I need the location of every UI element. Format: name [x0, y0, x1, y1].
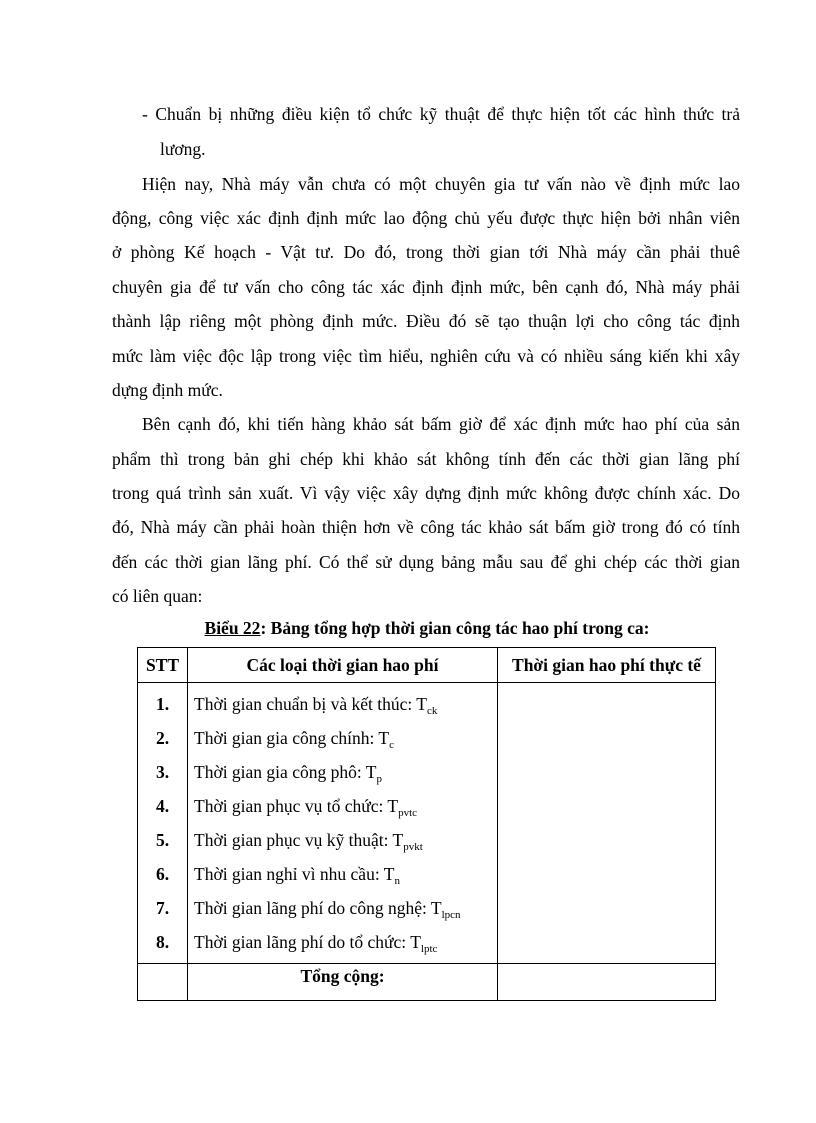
- bullet-line: - Chuẩn bị những điều kiện tổ chức kỹ thuật để thực hiện tốt các hình thức trả: [142, 104, 740, 124]
- table-row: [138, 891, 716, 925]
- paragraph-line: dựng định mức.: [112, 380, 223, 400]
- paragraph-line: động, công việc xác định định mức lao động chủ yếu được thực hiện bởi nhân viên: [112, 208, 740, 228]
- row-name: Thời gian lãng phí do công nghệ: $T_{lpcn}$: [188, 891, 498, 925]
- total-value-cell: [498, 964, 716, 1001]
- paragraph-line: mức làm việc độc lập trong việc tìm hiểu, nghiên cứu và có nhiều sáng kiến khi xây: [112, 346, 740, 366]
- paragraph-line: đó, Nhà máy cần phải hoàn thiện hơn về công tác khảo sát bấm giờ trong đó có tính: [112, 517, 740, 537]
- row-stt: 2.: [138, 721, 188, 755]
- row-value: [498, 823, 716, 857]
- table-caption: [138, 617, 716, 639]
- row-name: Thời gian nghỉ vì nhu cầu: $T_n$: [188, 857, 498, 891]
- paragraph-line: đến các thời gian lãng phí. Có thể sử dụng bảng mẫu sau để ghi chép các thời gian: [112, 552, 740, 572]
- paragraph-line: thành lập riêng một phòng định mức. Điều đó sẽ tạo thuận lợi cho công tác định: [112, 311, 740, 331]
- paragraph-line: Hiện nay, Nhà máy vẫn chưa có một chuyên gia tư vấn nào về định mức lao: [142, 174, 740, 194]
- paragraph-line: có liên quan:: [112, 586, 203, 606]
- bullet-line: lương.: [160, 139, 206, 159]
- table-total-row: [138, 964, 716, 1001]
- caption-label: Biểu 22: [204, 618, 261, 638]
- paragraph-line: ở phòng Kế hoạch - Vật tư. Do đó, trong thời gian tới Nhà máy cần phải thuê: [112, 242, 740, 262]
- row-stt: 4.: [138, 789, 188, 823]
- row-value: [498, 857, 716, 891]
- table-row: [138, 789, 716, 823]
- row-name: Thời gian lãng phí do tổ chức: $T_{lptc}$: [188, 925, 498, 964]
- table-row: [138, 683, 716, 722]
- total-label: Tổng cộng:: [188, 964, 498, 1001]
- table-header-row: [138, 648, 716, 683]
- paragraph-line: Bên cạnh đó, khi tiến hàng khảo sát bấm giờ để xác định mức hao phí của sản: [142, 414, 740, 434]
- paragraph-line: phẩm thì trong bản ghi chép khi khảo sát không tính đến các thời gian lãng phí: [112, 449, 740, 469]
- row-stt: 6.: [138, 857, 188, 891]
- row-value: [498, 755, 716, 789]
- header-stt: STT: [138, 648, 188, 683]
- caption-title: : Bảng tổng hợp thời gian công tác hao phí trong ca:: [260, 618, 650, 638]
- row-name: Thời gian phục vụ tổ chức: $T_{pvtc}$: [188, 789, 498, 823]
- row-value: [498, 891, 716, 925]
- table-row: [138, 925, 716, 964]
- row-stt: 5.: [138, 823, 188, 857]
- header-type: Các loại thời gian hao phí: [188, 648, 498, 683]
- row-name: Thời gian gia công chính: $T_c$: [188, 721, 498, 755]
- paragraph-line: chuyên gia để tư vấn cho công tác xác định định mức, bên cạnh đó, Nhà máy phải: [112, 277, 740, 297]
- table-row: [138, 721, 716, 755]
- row-stt: 7.: [138, 891, 188, 925]
- row-value: [498, 683, 716, 722]
- row-name: Thời gian phục vụ kỹ thuật: $T_{pvkt}$: [188, 823, 498, 857]
- total-stt-cell: [138, 964, 188, 1001]
- row-stt: 3.: [138, 755, 188, 789]
- row-value: [498, 925, 716, 964]
- row-name: Thời gian gia công phô: $T_p$: [188, 755, 498, 789]
- paragraph-line: trong quá trình sản xuất. Vì vậy việc xây dựng định mức không được chính xác. Do: [112, 483, 740, 503]
- row-stt: 1.: [138, 683, 188, 722]
- table-row: [138, 823, 716, 857]
- table-row: [138, 857, 716, 891]
- time-waste-table: [137, 647, 716, 1001]
- row-stt: 8.: [138, 925, 188, 964]
- header-actual: Thời gian hao phí thực tế: [498, 648, 716, 683]
- table-row: [138, 755, 716, 789]
- row-value: [498, 721, 716, 755]
- row-name: Thời gian chuẩn bị và kết thúc: $T_{ck}$: [188, 683, 498, 722]
- row-value: [498, 789, 716, 823]
